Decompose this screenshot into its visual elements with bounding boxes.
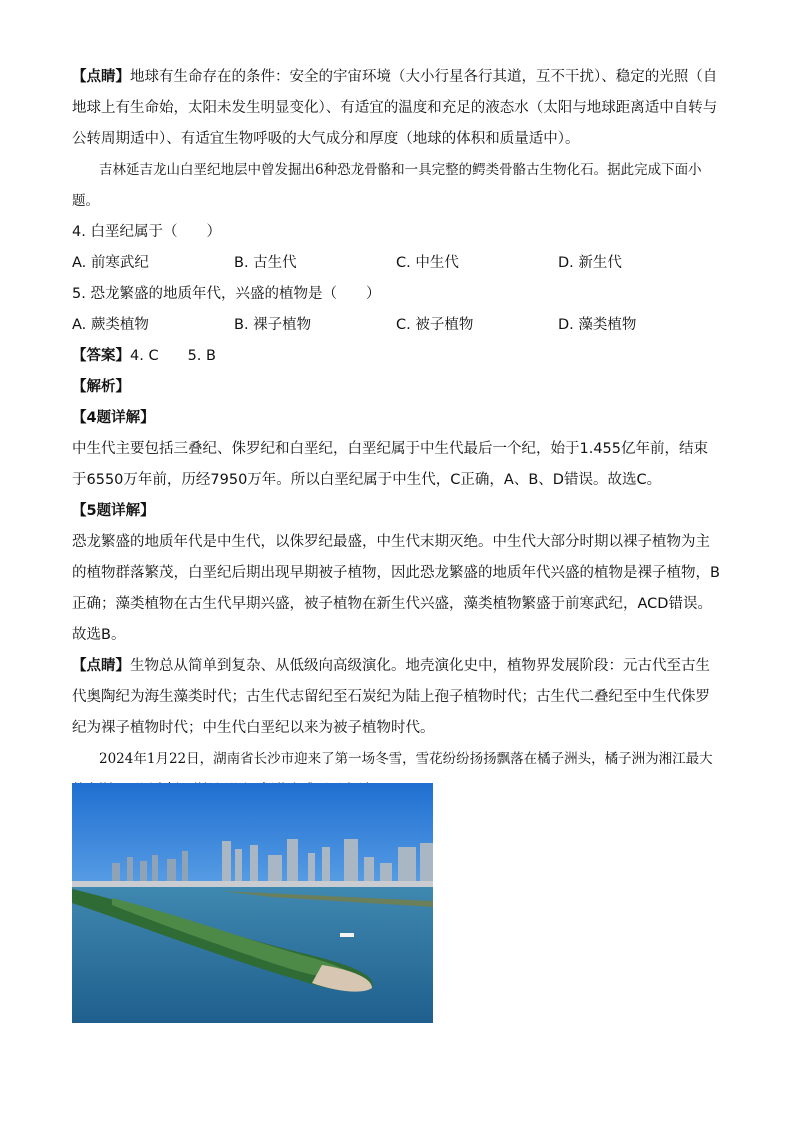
- dianjing-text: 地球有生命存在的条件：安全的宇宙环境（大小行星各行其道，互不干扰）、稳定的光照（自地球上有生命始，太阳未发生明显变化）、有适宜的温度和充足的液态水（太阳与地球距离适中自转与公转周期适中）、有适宜生物呼吸的大气成分和厚度（地球的体积和质量适中）。: [72, 69, 718, 147]
- material-intro-2: 2024年1月22日，湖南省长沙市迎来了第一场冬雪，雪花纷纷扬扬飘落在橘子洲头，橘子洲为湘江最大: [99, 751, 713, 767]
- document-page: [72, 62, 722, 806]
- option-d: D. 新生代: [558, 255, 622, 271]
- detail-5-text: 恐龙繁盛的地质年代是中生代，以侏罗纪最盛，中生代末期灭绝。中生代大部分时期以裸子植物为主的植物群落繁茂，白垩纪后期出现早期被子植物，因此恐龙繁盛的地质年代兴盛的植物是裸子植物，B正确；藻类植物在古生代早期兴盛，被子植物在新生代兴盛，藻类植物繁盛于前寒武纪，ACD错误。故选B。: [72, 534, 720, 643]
- dianjing-paragraph-1: [72, 62, 722, 155]
- option-b: B. 古生代: [234, 255, 297, 271]
- answer-tag: 【答案】: [72, 348, 130, 364]
- dianjing-text: 生物总从简单到复杂、从低级向高级演化。地壳演化史中，植物界发展阶段：元古代至古生代奥陶纪为海生藻类时代；古生代志留纪至石炭纪为陆上孢子植物时代；古生代二叠纪至中生代侏罗纪为裸子植物时代；中生代白垩纪以来为被子植物时代。: [72, 658, 710, 736]
- option-c: C. 中生代: [396, 255, 459, 271]
- material-intro-1: 吉林延吉龙山白垩纪地层中曾发掘出6种恐龙骨骼和一具完整的鳄类骨骼古生物化石。据此完成下面小题。: [72, 162, 702, 209]
- analysis-heading: 【解析】: [72, 379, 130, 395]
- answer-text: 4. C 5. B: [130, 348, 216, 364]
- detail-4-heading: 【4题详解】: [72, 410, 155, 426]
- question-4-options: [72, 248, 722, 279]
- dianjing-paragraph-2: [72, 651, 722, 744]
- dianjing-tag: 【点睛】: [72, 658, 130, 674]
- option-a: A. 蕨类植物: [72, 317, 149, 333]
- dianjing-tag: 【点睛】: [72, 69, 130, 85]
- juzizhou-island-photo: [72, 783, 433, 1023]
- question-4-stem: 4. 白垩纪属于（ ）: [72, 224, 221, 240]
- option-c: C. 被子植物: [396, 317, 474, 333]
- detail-4-text: 中生代主要包括三叠纪、侏罗纪和白垩纪，白垩纪属于中生代最后一个纪，始于1.455亿年前，结束于6550万年前，历经7950万年。所以白垩纪属于中生代，C正确，A、B、D错误。故选C。: [72, 441, 709, 488]
- option-d: D. 藻类植物: [558, 317, 637, 333]
- question-5-options: [72, 310, 722, 341]
- answer-line: [72, 341, 722, 372]
- landscape-photo-icon: [72, 783, 433, 1023]
- option-b: B. 裸子植物: [234, 317, 312, 333]
- question-5-stem: 5. 恐龙繁盛的地质年代，兴盛的植物是（ ）: [72, 286, 381, 302]
- detail-5-heading: 【5题详解】: [72, 503, 155, 519]
- option-a: A. 前寒武纪: [72, 255, 149, 271]
